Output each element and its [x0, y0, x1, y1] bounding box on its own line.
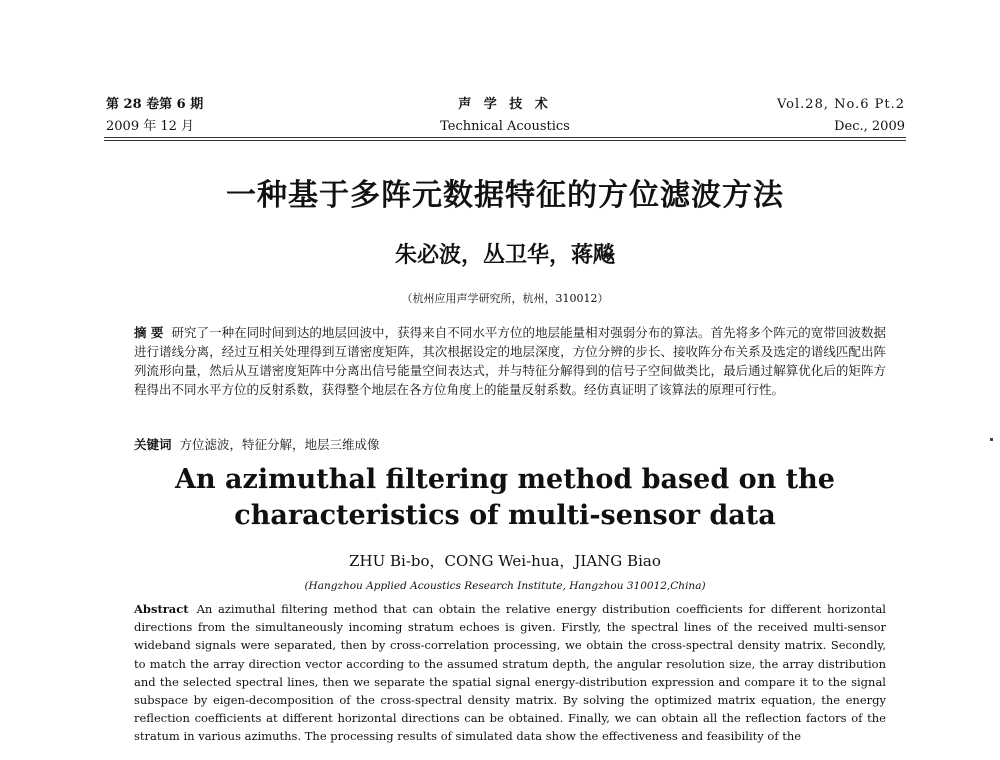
journal-name-en: Technical Acoustics: [440, 119, 570, 134]
journal-issue: [106, 94, 306, 138]
affiliation-en: (Hangzhou Applied Acoustics Research Institute, Hangzhou 310012,China): [304, 580, 706, 592]
journal-volume-en: Vol.28, No.6 Pt.2: [776, 97, 905, 112]
authors-en: ZHU Bi-bo，CONG Wei-hua，JIANG Biao: [349, 552, 661, 570]
journal-name: [400, 94, 610, 138]
authors-cn: 朱必波，丛卫华，蒋飚: [394, 242, 615, 268]
abstract-label-en: Abstract: [134, 602, 189, 616]
abstract-en: [134, 600, 886, 746]
keywords-cn: [134, 435, 886, 454]
scan-speck: [990, 438, 993, 441]
abstract-cn: [134, 323, 886, 399]
header-rule-top: [104, 137, 906, 138]
keywords-text-cn: 方位滤波，特征分解，地层三维成像: [179, 437, 380, 452]
affiliation-cn: （杭州应用声学研究所，杭州，310012）: [401, 292, 609, 305]
abstract-label-cn: 摘 要: [134, 325, 164, 340]
journal-date-cn: 2009 年 12 月: [106, 119, 195, 134]
abstract-text-cn: 研究了一种在同时间到达的地层回波中，获得来自不同水平方位的地层能量相对强弱分布的算法。首先将多个阵元的宽带回波数据进行谱线分离，经过互相关处理得到互谱密度矩阵，其次根据设定的地层深度，方位分辨的步长、接收阵分布关系及选定的谱线匹配出阵列流形向量，然后从互谱密度矩阵中分离出信号能量空间表达式，并与特征分解得到的信号子空间做类比，最后通过解算优化后的矩阵方程得出不同水平方位的反射系数，获得整个地层在各方位角度上的能量反射系数。经仿真证明了该算法的原理可行性。: [134, 325, 886, 397]
abstract-text-en: An azimuthal filtering method that can obtain the relative energy distribution coefficients for different horizontal directions from the simultaneously incoming stratum echoes is given. Firstly, the spectral lines of the received multi-sensor wideband signals were separated, then by cross-correlation processing, we obtain the cross-spectral density matrix. Secondly, to match the array direction vector according to the assumed stratum depth, the angular resolution size, the array distribution and the selected spectral lines, then we separate the spatial signal energy-distribution expression and compare it to the signal subspace by eigen-decomposition of the cross-spectral density matrix. By solving the optimized matrix equation, the energy reflection coefficients at different horizontal directions can be obtained. Finally, we can obtain all the reflection factors of the stratum in various azimuths. The processing results of simulated data show the effectiveness and feasibility of the: [134, 602, 886, 744]
journal-date-en: Dec., 2009: [834, 119, 905, 134]
journal-volume: [700, 94, 905, 138]
paper-title-en: An azimuthal filtering method based on the characteristics of multi-sensor data: [175, 464, 835, 531]
header-rule-bottom: [104, 140, 906, 141]
paper-title-cn: 一种基于多阵元数据特征的方位滤波方法: [226, 178, 784, 213]
journal-volume-issue: 第 28 卷第 6 期: [106, 97, 204, 112]
keywords-label-cn: 关键词: [134, 437, 172, 452]
journal-name-cn: 声 学 技 术: [458, 97, 552, 112]
